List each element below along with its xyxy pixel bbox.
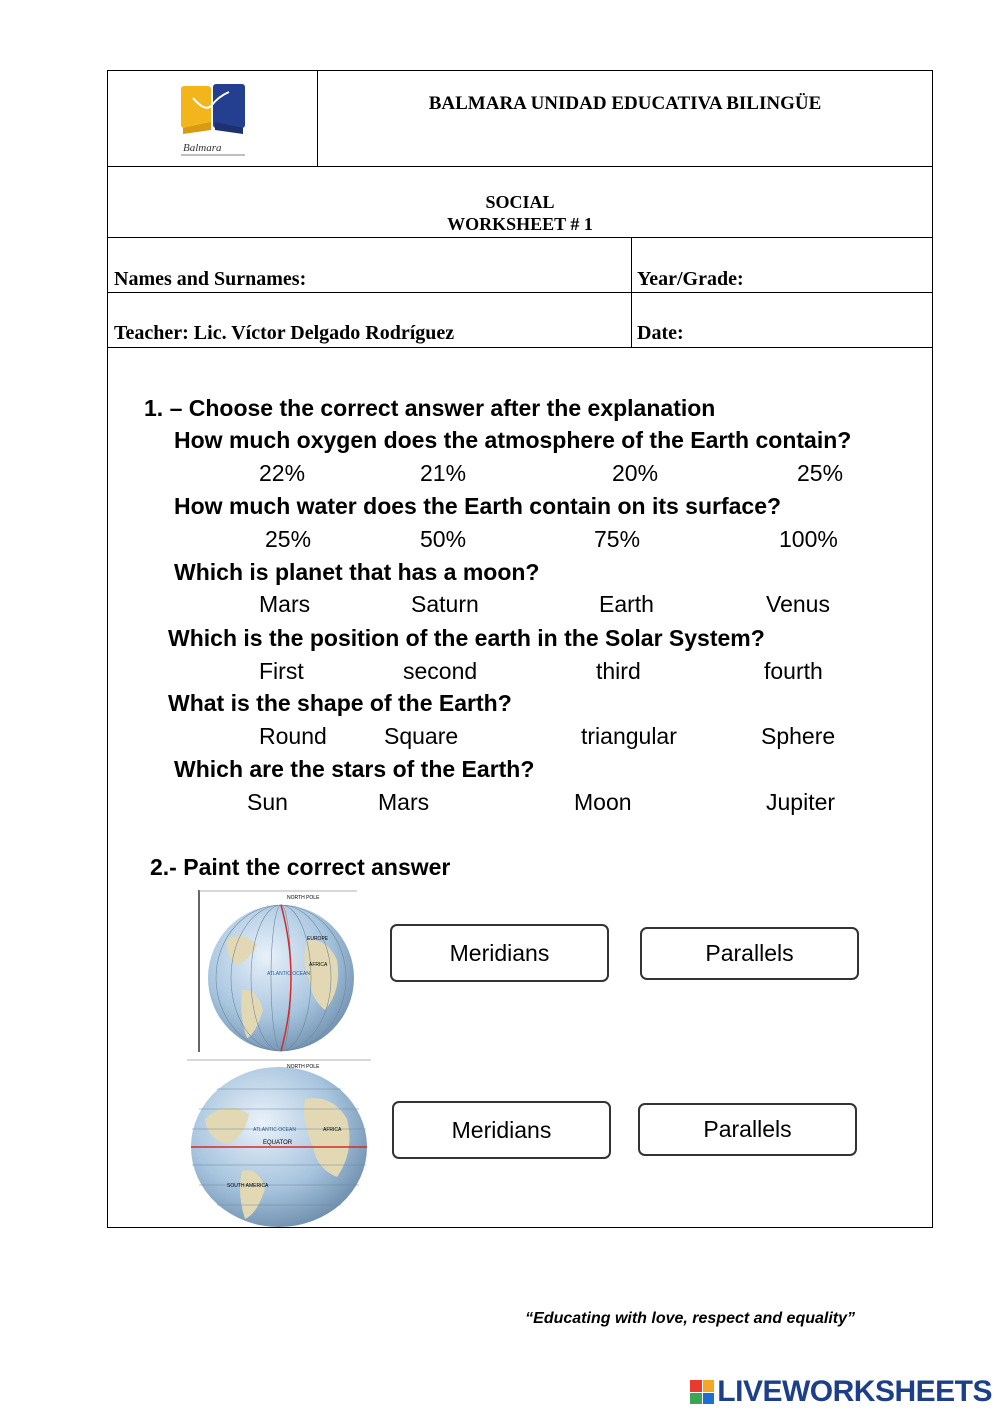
date-label: Date: [637, 322, 684, 344]
q6-option-b[interactable]: Mars [378, 789, 430, 815]
question-3: Which is planet that has a moon? [174, 559, 540, 585]
info-divider [631, 238, 632, 348]
q5-option-c[interactable]: triangular [581, 723, 677, 749]
q3-option-a[interactable]: Mars [259, 591, 311, 617]
question-6: Which are the stars of the Earth? [174, 756, 535, 782]
worksheet-number: WORKSHEET # 1 [447, 214, 593, 234]
brand-text: LIVEWORKSHEETS [717, 1375, 992, 1408]
svg-text:SOUTH AMERICA: SOUTH AMERICA [227, 1183, 269, 1189]
q2-option-d[interactable]: 100% [779, 526, 838, 552]
svg-text:NORTH POLE: NORTH POLE [287, 895, 320, 901]
school-name: BALMARA UNIDAD EDUCATIVA BILINGÜE [428, 93, 822, 114]
section2-heading: 2.- Paint the correct answer [150, 854, 451, 880]
svg-text:ATLANTIC OCEAN: ATLANTIC OCEAN [253, 1127, 296, 1133]
q5-option-b[interactable]: Square [384, 723, 459, 749]
q3-option-b[interactable]: Saturn [411, 591, 479, 617]
svg-text:ATLANTIC OCEAN: ATLANTIC OCEAN [267, 971, 310, 977]
grade-label: Year/Grade: [637, 268, 744, 290]
globe-meridians-image [197, 890, 359, 1052]
school-motto: “Educating with love, respect and equality” [525, 1310, 855, 1327]
subject-title: SOCIAL [485, 192, 555, 212]
header-row [108, 71, 932, 167]
q1-option-a[interactable]: 22% [259, 460, 306, 486]
liveworksheets-brand[interactable] [690, 1375, 992, 1409]
q4-option-b[interactable]: second [403, 658, 478, 684]
q5-option-a[interactable]: Round [259, 723, 327, 749]
title-row [108, 167, 932, 238]
svg-text:EQUATOR: EQUATOR [263, 1140, 293, 1146]
names-row [108, 238, 932, 293]
question-2: How much water does the Earth contain on its surface? [174, 493, 782, 519]
worksheet-frame [107, 70, 933, 1228]
question-5: What is the shape of the Earth? [168, 690, 512, 716]
globe-parallels-image [187, 1059, 371, 1229]
q1-option-c[interactable]: 20% [612, 460, 659, 486]
q6-option-a[interactable]: Sun [247, 789, 288, 815]
row1-parallels-option[interactable]: Parallels [640, 927, 859, 980]
section1-heading: 1. – Choose the correct answer after the explanation [144, 395, 716, 421]
logo-cell [108, 71, 318, 166]
q6-option-d[interactable]: Jupiter [766, 789, 836, 815]
q4-option-d[interactable]: fourth [764, 658, 823, 684]
teacher-label: Teacher: Lic. Víctor Delgado Rodríguez [114, 322, 455, 344]
q2-option-b[interactable]: 50% [420, 526, 467, 552]
q2-option-c[interactable]: 75% [594, 526, 641, 552]
q5-option-d[interactable]: Sphere [761, 723, 836, 749]
svg-text:AFRICA: AFRICA [323, 1127, 342, 1133]
q1-option-b[interactable]: 21% [420, 460, 467, 486]
q3-option-d[interactable]: Venus [766, 591, 830, 617]
row2-meridians-option[interactable]: Meridians [392, 1101, 611, 1159]
names-label: Names and Surnames: [114, 268, 307, 290]
q4-option-a[interactable]: First [259, 658, 304, 684]
svg-text:NORTH POLE: NORTH POLE [287, 1064, 320, 1070]
q3-option-c[interactable]: Earth [599, 591, 654, 617]
school-logo [163, 78, 273, 163]
svg-text:AFRICA: AFRICA [309, 962, 328, 968]
q4-option-c[interactable]: third [596, 658, 641, 684]
teacher-row [108, 293, 932, 348]
svg-text:Balmara: Balmara [183, 142, 222, 154]
question-4: Which is the position of the earth in the Solar System? [168, 625, 765, 651]
q6-option-c[interactable]: Moon [574, 789, 632, 815]
svg-text:EUROPE: EUROPE [307, 936, 329, 942]
row1-meridians-option[interactable]: Meridians [390, 924, 609, 982]
q1-option-d[interactable]: 25% [797, 460, 844, 486]
q2-option-a[interactable]: 25% [265, 526, 312, 552]
liveworksheets-logo-icon [690, 1380, 714, 1404]
question-1: How much oxygen does the atmosphere of the Earth contain? [174, 427, 852, 453]
row2-parallels-option[interactable]: Parallels [638, 1103, 857, 1156]
